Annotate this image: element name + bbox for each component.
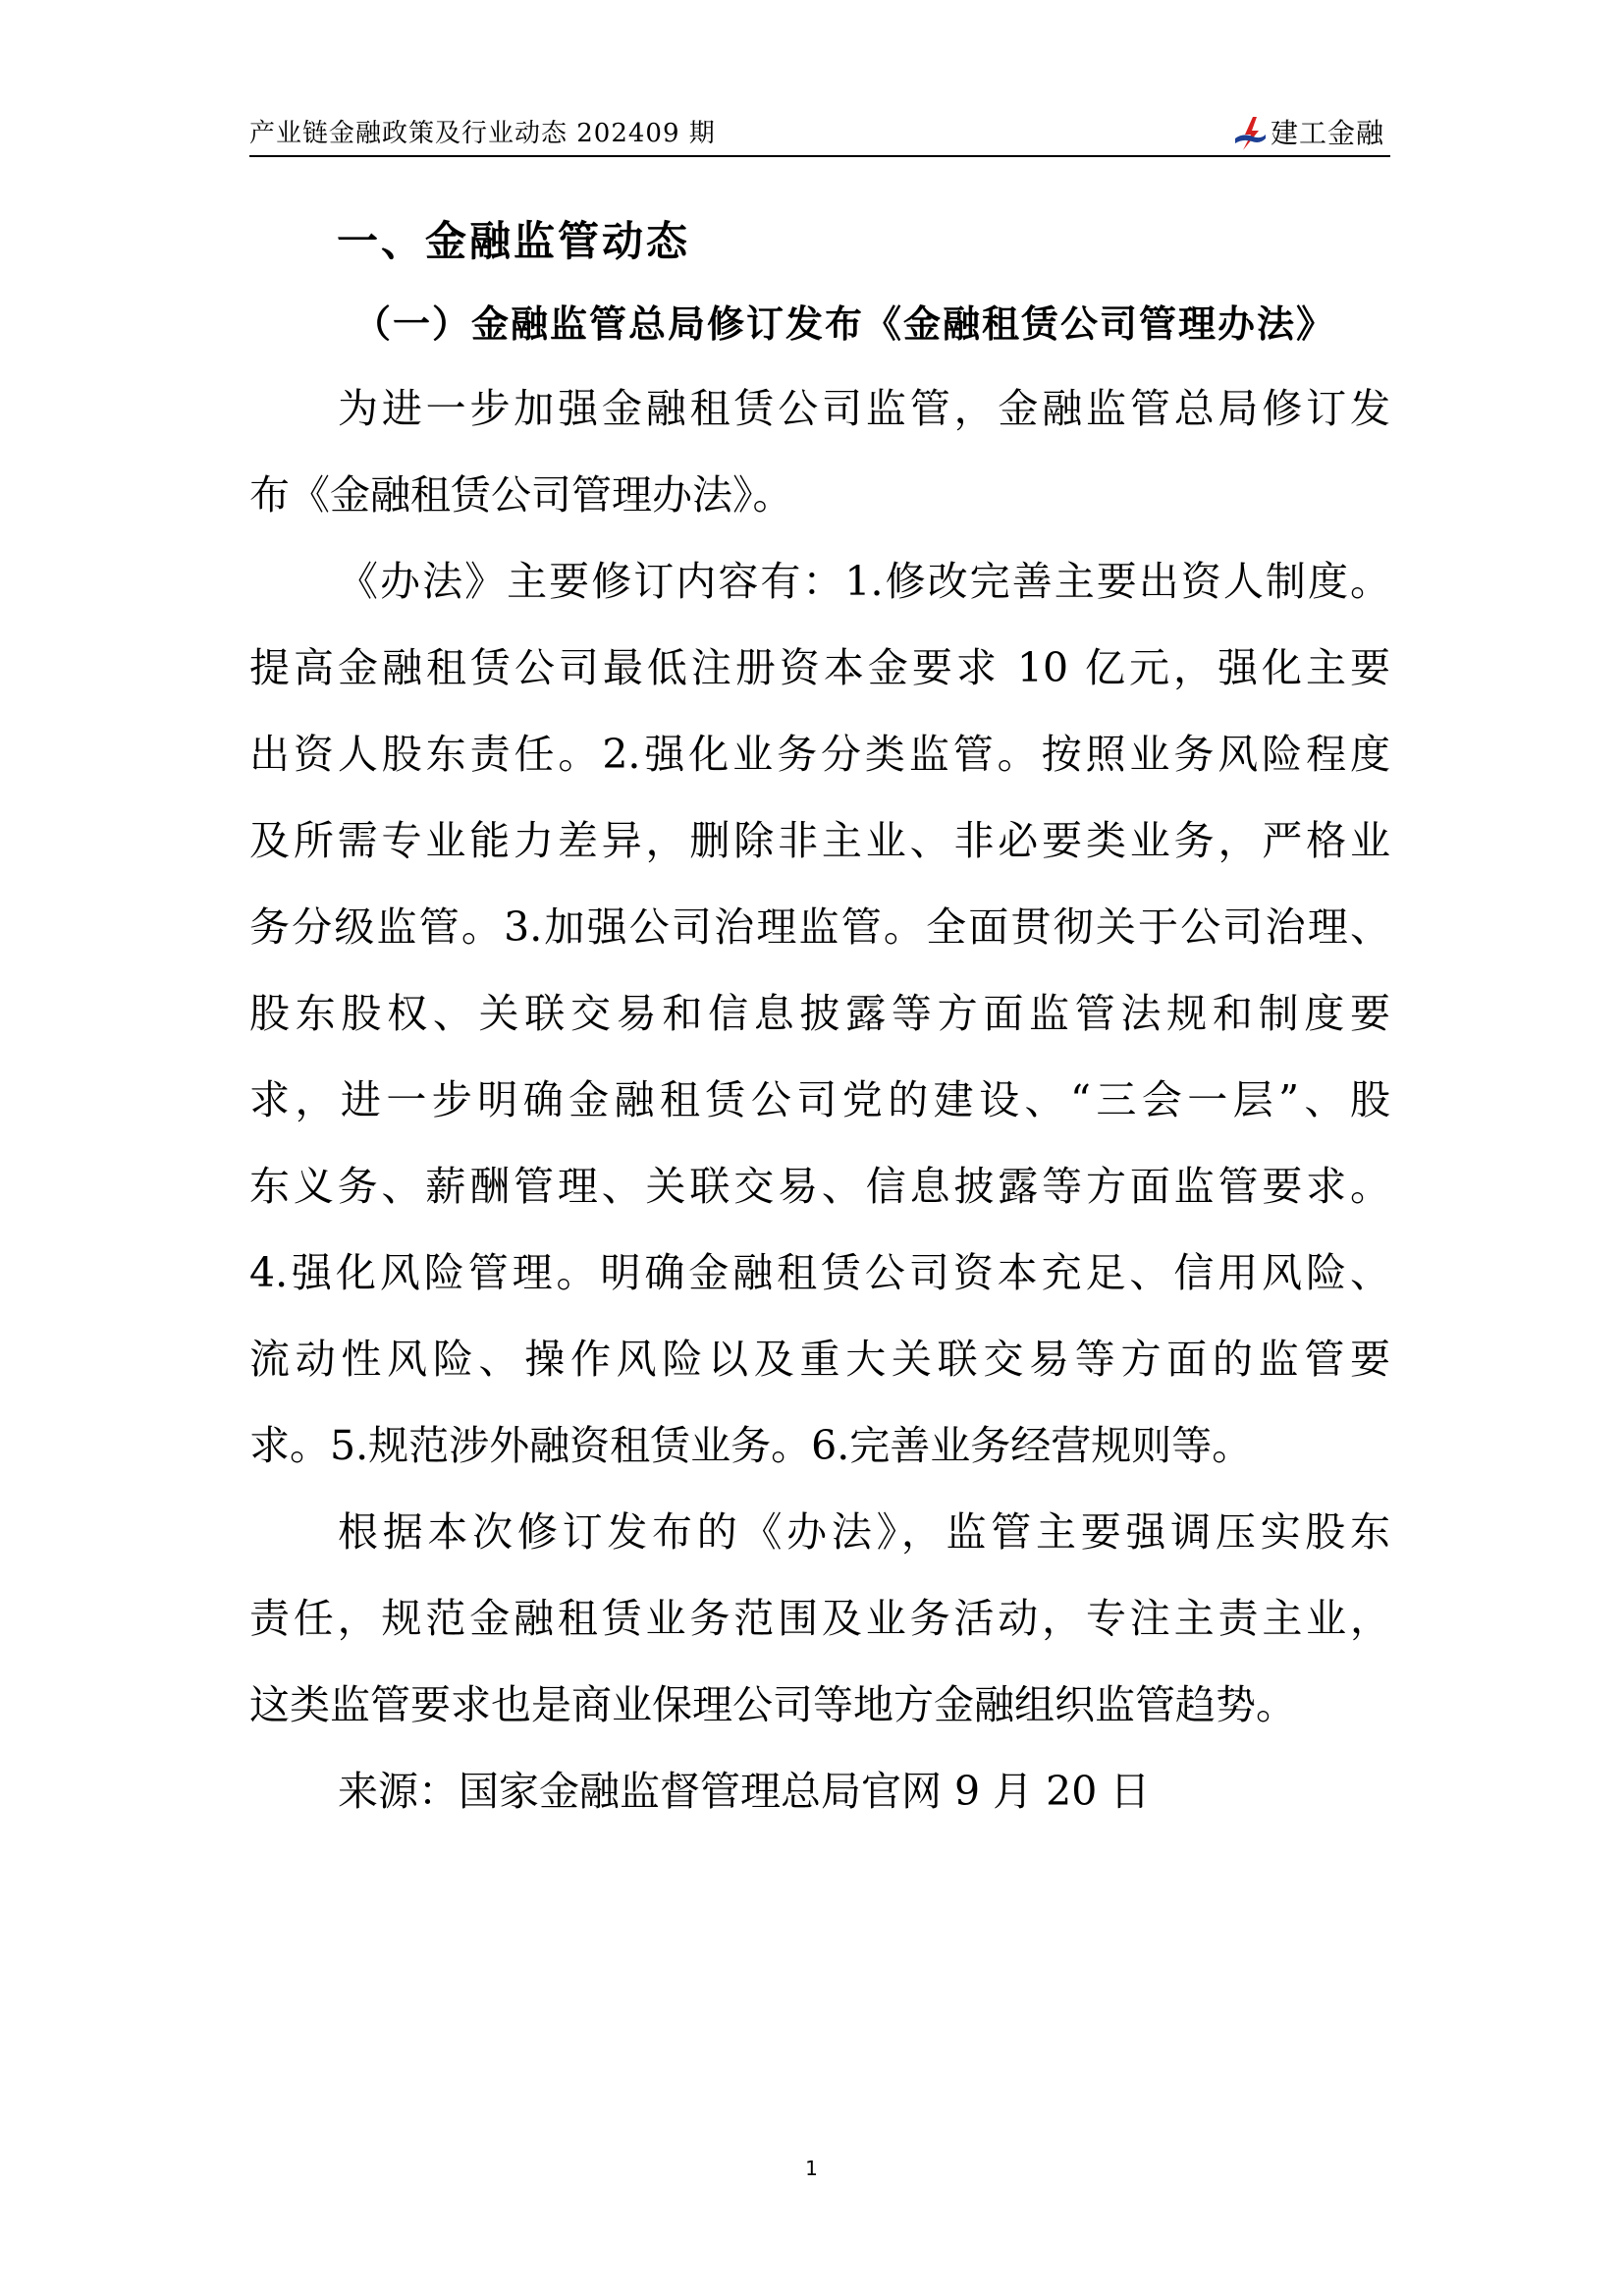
body-line: 提高金融租赁公司最低注册资本金要求 10 亿元，强化主要 — [249, 644, 1390, 691]
section-heading: 一、金融监管动态 — [337, 217, 691, 265]
body-line: 这类监管要求也是商业保理公司等地方金融组织监管趋势。 — [249, 1681, 1296, 1728]
page-header — [249, 110, 1390, 157]
body-line: 东义务、薪酬管理、关联交易、信息披露等方面监管要求。 — [249, 1163, 1390, 1210]
body-line: 股东股权、关联交易和信息披露等方面监管法规和制度要 — [249, 990, 1390, 1037]
article-body — [249, 383, 1390, 1852]
body-line: 根据本次修订发布的《办法》，监管主要强调压实股东 — [338, 1508, 1390, 1556]
body-line: 务分级监管。3.加强公司治理监管。全面贯彻关于公司治理、 — [249, 903, 1390, 951]
body-line: 及所需专业能力差异，删除非主业、非必要类业务，严格业 — [249, 817, 1390, 864]
page-number: 1 — [805, 2157, 818, 2180]
body-line: 为进一步加强金融租赁公司监管，金融监管总局修订发 — [338, 385, 1390, 432]
subsection-heading: （一）金融监管总局修订发布《金融租赁公司管理办法》 — [353, 301, 1336, 346]
body-line: 布《金融租赁公司管理办法》。 — [249, 471, 793, 519]
source-line: 来源：国家金融监督管理总局官网 9 月 20 日 — [338, 1768, 1151, 1815]
header-logo — [1233, 114, 1384, 153]
header-brand: 建工金融 — [1270, 117, 1384, 149]
header-title: 产业链金融政策及行业动态 202409 期 — [249, 119, 716, 148]
body-line: 责任，规范金融租赁业务范围及业务活动，专注主责主业， — [249, 1595, 1390, 1642]
body-line: 4.强化风险管理。明确金融租赁公司资本充足、信用风险、 — [249, 1249, 1390, 1296]
body-line: 出资人股东责任。2.强化业务分类监管。按照业务风险程度 — [249, 731, 1390, 778]
body-line: 求，进一步明确金融租赁公司党的建设、“三会一层”、股 — [249, 1076, 1390, 1123]
body-line: 求。5.规范涉外融资租赁业务。6.完善业务经营规则等。 — [249, 1422, 1253, 1469]
header-divider — [249, 155, 1390, 157]
body-line: 《办法》主要修订内容有：1.修改完善主要出资人制度。 — [338, 558, 1390, 605]
body-line: 流动性风险、操作风险以及重大关联交易等方面的监管要 — [249, 1336, 1390, 1383]
jiangong-logo-icon — [1233, 115, 1267, 152]
